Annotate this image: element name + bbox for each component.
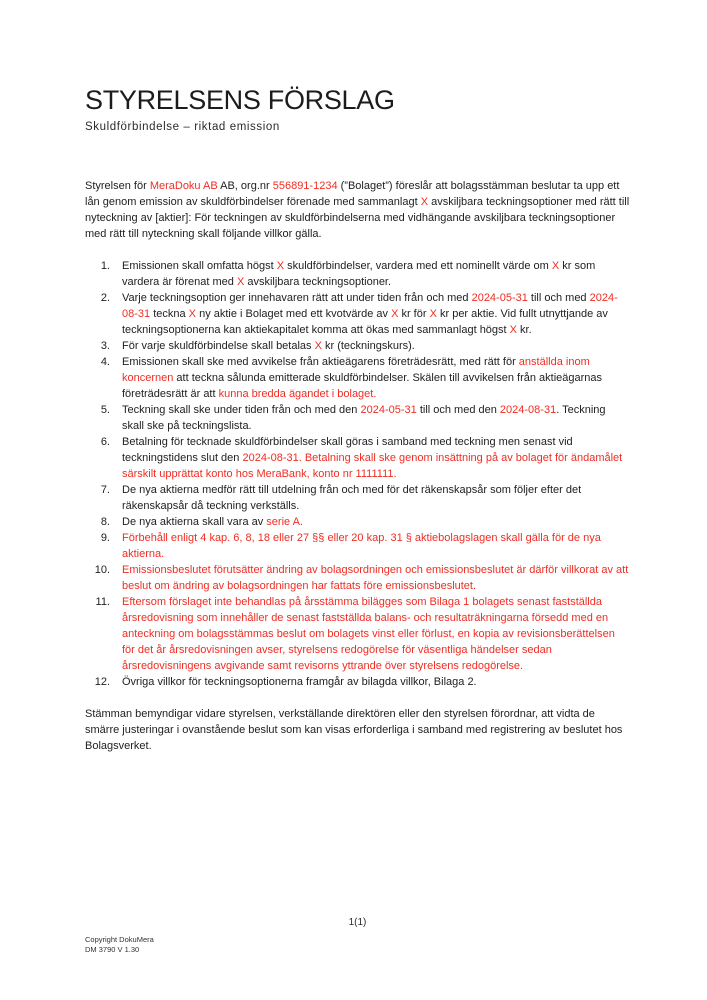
list-item-number: 4.: [100, 356, 110, 368]
list-item-number: 2.: [100, 292, 110, 304]
list-item-text: [110, 562, 630, 594]
text-segment: kunna bredda ägandet i bolaget.: [218, 388, 377, 400]
list-item-number: 12.: [94, 676, 110, 688]
list-item-text: [110, 290, 630, 338]
text-segment: kr (teckningskurs).: [321, 340, 415, 352]
text-segment: X: [429, 308, 437, 320]
text-segment: Betalning för tecknade skuldförbindelser skall göras i samband med teckning men senast vid teckningstidens slut den: [122, 436, 573, 464]
text-segment: 2024-05-31: [471, 292, 528, 304]
text-segment: Övriga villkor för teckningsoptionerna framgår av bilagda villkor, Bilaga 2.: [122, 676, 477, 688]
text-segment: Teckning skall ske under tiden från och med den: [122, 404, 361, 416]
text-segment: avskiljbara teckningsoptioner med rätt till nyteckning av [aktier]: För teckningen av skuldförbindelserna med vidhängande avskiljbara teckningsoptioner med rätt till nyteckning skall följande villkor gälla.: [85, 196, 630, 240]
text-segment: ny aktie i Bolaget med ett kvotvärde av: [196, 308, 392, 320]
list-item: [85, 290, 630, 338]
list-item: [85, 594, 630, 674]
list-item-text: [110, 514, 630, 530]
list-item-text: [110, 402, 630, 434]
text-segment: X: [391, 308, 399, 320]
text-segment: X: [236, 276, 245, 288]
text-segment: . Teckning skall ske på teckningslista.: [122, 404, 606, 432]
list-item: [85, 354, 630, 402]
text-segment: Styrelsen för: [85, 180, 150, 192]
text-segment: Varje teckningsoption ger innehavaren rätt att under tiden från och med: [122, 292, 472, 304]
list-item-text: [110, 434, 630, 482]
list-item: [85, 530, 630, 562]
intro-paragraph: [85, 178, 630, 242]
list-item-number: 10.: [94, 564, 110, 576]
list-item-text: [110, 674, 630, 690]
text-segment: avskiljbara teckningsoptioner.: [244, 276, 392, 288]
text-segment: Emissionen skall ske med avvikelse från aktieägarens företrädesrätt, med rätt för: [122, 356, 519, 368]
text-segment: (”Bolaget”) föreslår att bolagsstämman beslutar ta upp ett lån genom emission av skuldförbindelser förenade med sammanlagt: [85, 180, 620, 208]
list-item: [85, 562, 630, 594]
list-item-number: 8.: [100, 516, 110, 528]
text-segment: kr som vardera är förenat med: [122, 260, 596, 288]
list-item-text: [110, 354, 630, 402]
list-item: [85, 434, 630, 482]
text-segment: 2024-08-31. Betalning skall ske genom insättning på av bolaget för ändamålet särskilt upprättat konto hos MeraBank, konto nr 1111111.: [122, 452, 623, 480]
text-segment: serie A.: [266, 516, 303, 528]
text-segment: X: [188, 308, 197, 320]
text-segment: X: [509, 324, 517, 336]
list-item: [85, 674, 630, 690]
list-item-number: 1.: [100, 260, 110, 272]
text-segment: X: [420, 196, 429, 208]
document-content: [85, 84, 630, 765]
list-item-number: 11.: [95, 596, 110, 608]
list-item-text: [110, 594, 630, 674]
list-item: [85, 482, 630, 514]
text-segment: X: [314, 340, 322, 352]
closing-paragraph: [85, 706, 630, 754]
list-item-number: 7.: [100, 484, 110, 496]
copyright-line-1: Copyright DokuMera: [85, 935, 154, 944]
text-segment: till och med: [527, 292, 590, 304]
text-segment: att teckna sålunda emitterade skuldförbindelser. Skälen till avvikelsen från aktieägarnas företrädesrätt är att: [122, 372, 603, 400]
text-segment: AB, org.nr: [217, 180, 273, 192]
list-item: [85, 402, 630, 434]
text-segment: Emissionen skall omfatta högst: [122, 260, 277, 272]
list-item-text: [110, 258, 630, 290]
text-segment: 2024-05-31: [360, 404, 417, 416]
list-item: [85, 258, 630, 290]
list-item: [85, 514, 630, 530]
copyright-line-2: DM 3790 V 1.30: [85, 945, 140, 954]
text-segment: kr för: [398, 308, 430, 320]
page-subtitle: Skuldförbindelse – riktad emission: [85, 121, 280, 133]
text-segment: MeraDoku AB: [149, 180, 218, 192]
list-item-number: 5.: [100, 404, 110, 416]
text-segment: Eftersom förslaget inte behandlas på årsstämma bilägges som Bilaga 1 bolagets senast fastställda årsredovisning som innehåller de senast fastställda balans- och resultaträkningarna försedd med en anteckning om bolagsstämmas beslut om bolagets vinst eller förlust, en kopia av revisionsberättelsen för det år årsredovisningen avser, styrelsens redogörelse för väsentliga händelser sedan årsredovisningens avgivande samt revisorns yttrande över styrelsens redogörelse.: [122, 596, 615, 672]
text-segment: 2024-08-31: [499, 404, 557, 416]
page-number: 1(1): [348, 917, 367, 928]
text-segment: De nya aktierna skall vara av: [122, 516, 267, 528]
list-item-number: 9.: [100, 532, 110, 544]
text-segment: anställda inom koncernen: [122, 356, 590, 384]
text-segment: Emissionsbeslutet förutsätter ändring av bolagsordningen och emissionsbeslutet är därför villkorat av att beslut om ändring av bolagsordningen har fattats före emissionsbeslutet.: [122, 564, 629, 592]
text-segment: kr per aktie. Vid fullt utnyttjande av teckningsoptionerna kan aktiekapitalet komma att ökas med sammanlagt högst: [122, 308, 608, 336]
text-segment: Stämman bemyndigar vidare styrelsen, verkställande direktören eller den styrelsen förordnar, att vidta de smärre justeringar i ovanstående beslut som kan visas erforderliga i samband med registrering av beslutet hos Bolagsverket.: [85, 708, 623, 752]
page-title: STYRELSENS FÖRSLAG: [85, 85, 395, 115]
text-segment: 2024-08-31: [122, 292, 618, 320]
terms-list: [85, 258, 630, 690]
list-item: [85, 338, 630, 354]
text-segment: De nya aktierna medför rätt till utdelning från och med för det räkenskapsår som följer efter det räkenskapsår då teckning verkställs.: [122, 484, 582, 512]
text-segment: teckna: [150, 308, 189, 320]
list-item-text: [110, 338, 630, 354]
text-segment: skuldförbindelser, vardera med ett nominellt värde om: [284, 260, 552, 272]
text-segment: X: [551, 260, 560, 272]
list-item-text: [110, 530, 630, 562]
list-item-text: [110, 482, 630, 514]
footer-copyright: [85, 935, 154, 955]
list-item-number: 3.: [100, 340, 110, 352]
text-segment: till och med den: [416, 404, 500, 416]
text-segment: 556891-1234: [272, 180, 338, 192]
text-segment: X: [276, 260, 285, 272]
text-segment: kr.: [517, 324, 532, 336]
list-item-number: 6.: [100, 436, 110, 448]
text-segment: Förbehåll enligt 4 kap. 6, 8, 18 eller 27 §§ eller 20 kap. 31 § aktiebolagslagen skall gälla för de nya aktierna.: [122, 532, 601, 560]
text-segment: För varje skuldförbindelse skall betalas: [122, 340, 315, 352]
